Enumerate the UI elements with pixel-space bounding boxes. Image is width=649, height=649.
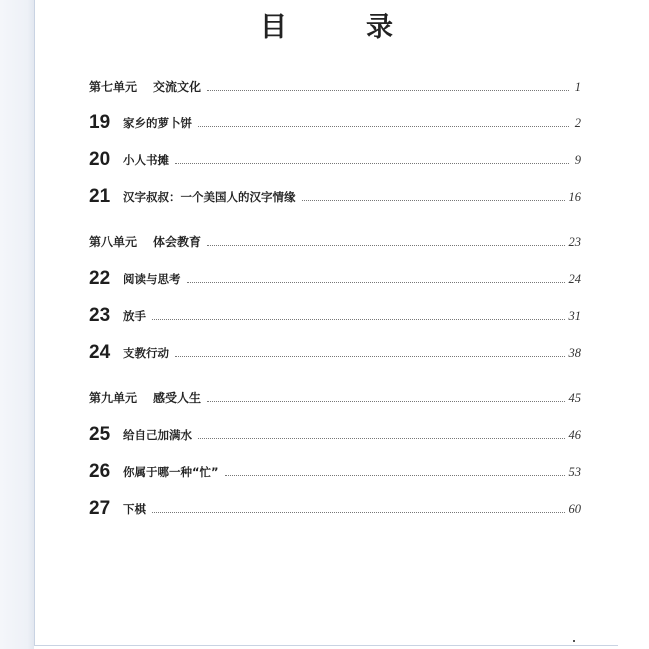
page-number: 24 xyxy=(568,272,581,286)
unit-name: 第八单元 xyxy=(89,235,138,249)
dot-leader xyxy=(207,89,569,91)
dot-leader xyxy=(207,244,564,246)
lesson-title: 放手 xyxy=(123,309,146,323)
dot-leader xyxy=(207,400,564,402)
lesson-number: 22 xyxy=(89,268,111,289)
lesson-title: 小人书摊 xyxy=(123,153,169,167)
toc-unit-row[interactable] xyxy=(89,227,581,253)
unit-heading xyxy=(89,78,201,98)
unit-theme: 感受人生 xyxy=(153,391,202,405)
dot-leader xyxy=(198,437,565,439)
lesson-number: 25 xyxy=(89,424,111,445)
lesson-number: 27 xyxy=(89,498,111,519)
lesson-number: 26 xyxy=(89,461,111,482)
dot-leader xyxy=(198,125,569,127)
lesson-number: 24 xyxy=(89,342,111,363)
toc-unit-row[interactable] xyxy=(89,72,581,98)
dot-leader xyxy=(302,199,565,201)
viewer-right-margin xyxy=(618,0,649,649)
toc-lesson-row[interactable] xyxy=(89,182,581,208)
lesson-number: 19 xyxy=(89,112,111,133)
dot-leader xyxy=(225,474,565,476)
page-number: 60 xyxy=(568,502,581,516)
page-corner-mark xyxy=(573,640,575,642)
toc-lesson-row[interactable] xyxy=(89,145,581,171)
lesson-title: 汉字叔叔：一个美国人的汉字情缘 xyxy=(123,190,296,204)
toc-lesson-row[interactable] xyxy=(89,494,581,520)
toc-lesson-row[interactable] xyxy=(89,420,581,446)
unit-heading xyxy=(89,389,201,409)
page-number: 38 xyxy=(568,346,581,360)
toc-unit-row[interactable] xyxy=(89,383,581,409)
lesson-number: 21 xyxy=(89,186,111,207)
unit-heading xyxy=(89,233,201,253)
lesson-number: 20 xyxy=(89,149,111,170)
lesson-title: 家乡的萝卜饼 xyxy=(123,116,192,130)
dot-leader xyxy=(152,318,565,320)
page-number: 9 xyxy=(574,153,581,167)
lesson-title: 给自己加满水 xyxy=(123,428,192,442)
unit-name: 第九单元 xyxy=(89,391,138,405)
page-number: 45 xyxy=(568,391,581,405)
page-number: 53 xyxy=(568,465,581,479)
toc-lesson-row[interactable] xyxy=(89,457,581,483)
page-number: 31 xyxy=(568,309,581,323)
lesson-title: 下棋 xyxy=(123,502,146,516)
dot-leader xyxy=(175,162,569,164)
document-page xyxy=(34,0,619,646)
toc-lesson-row[interactable] xyxy=(89,301,581,327)
lesson-number: 23 xyxy=(89,305,111,326)
viewer-left-margin xyxy=(0,0,34,649)
unit-theme: 体会教育 xyxy=(153,235,202,249)
toc-lesson-row[interactable] xyxy=(89,338,581,364)
page-number: 1 xyxy=(574,80,581,94)
dot-leader xyxy=(187,281,565,283)
page-number: 46 xyxy=(568,428,581,442)
lesson-title: 支教行动 xyxy=(123,346,169,360)
lesson-title: 阅读与思考 xyxy=(123,272,181,286)
page-number: 23 xyxy=(568,235,581,249)
unit-name: 第七单元 xyxy=(89,80,138,94)
page-number: 2 xyxy=(574,116,581,130)
page-title: 目 录 xyxy=(260,12,419,43)
toc-lesson-row[interactable] xyxy=(89,108,581,134)
page-number: 16 xyxy=(568,190,581,204)
unit-theme: 交流文化 xyxy=(153,80,202,94)
dot-leader xyxy=(152,511,565,513)
lesson-title: 你属于哪一种“忙” xyxy=(123,465,219,479)
toc-lesson-row[interactable] xyxy=(89,264,581,290)
dot-leader xyxy=(175,355,565,357)
